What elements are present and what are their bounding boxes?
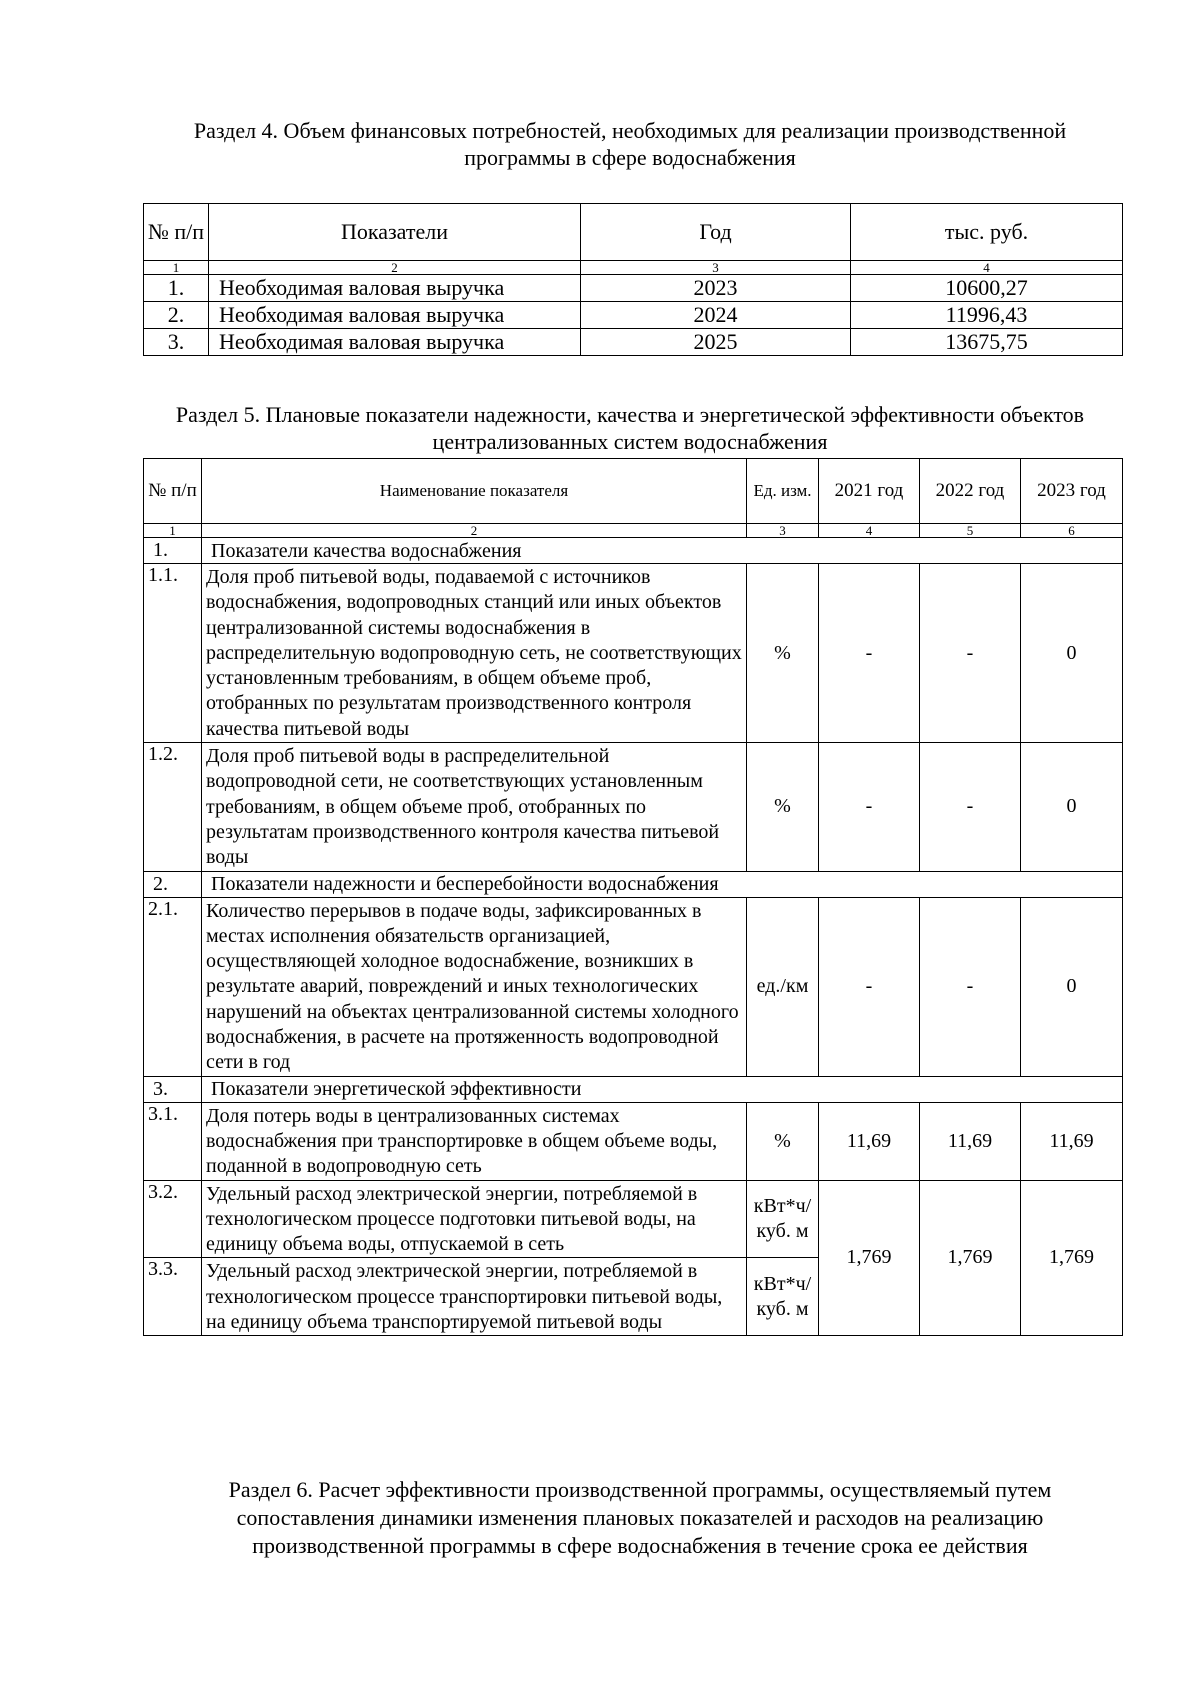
column-number: 5 <box>920 524 1021 538</box>
column-number: 2 <box>202 524 747 538</box>
row-number: 3.2. <box>144 1180 202 1258</box>
header-indicators: Показатели <box>209 204 581 261</box>
section4-title: Раздел 4. Объем финансовых потребностей, необходимых для реализации производственной программы в сфере водоснабжения <box>193 118 1067 170</box>
table-row <box>144 329 1123 356</box>
row-number: 3. <box>144 329 209 356</box>
row-value-2022: - <box>920 897 1021 1076</box>
row-value-2023: 0 <box>1021 897 1123 1076</box>
column-number-row <box>144 261 1123 275</box>
row-indicator-name: Удельный расход электрической энергии, потребляемой в технологическом процессе транспортировки питьевой воды, на единицу объема транспортируемой питьевой воды <box>202 1258 747 1336</box>
column-number: 1 <box>144 261 209 275</box>
row-year: 2023 <box>581 275 851 302</box>
indicators-table <box>143 458 1123 1336</box>
column-number: 1 <box>144 524 202 538</box>
row-value-2022: - <box>920 743 1021 871</box>
row-indicator: Необходимая валовая выручка <box>209 275 581 302</box>
row-year: 2024 <box>581 302 851 329</box>
group-row <box>144 1076 1123 1102</box>
row-value-2021: - <box>819 564 920 743</box>
section6-title: Раздел 6. Расчет эффективности производственной программы, осуществляемый путем сопоставления динамики изменения плановых показателей и расходов на реализацию производственной программы в сфере водоснабжения в течение срока ее действия <box>228 1477 1052 1558</box>
table-row <box>144 1180 1123 1258</box>
financial-needs-table <box>143 203 1123 356</box>
table-header-row <box>144 204 1123 261</box>
header-number: № п/п <box>144 204 209 261</box>
table-row <box>144 1102 1123 1180</box>
group-number: 3. <box>144 1076 202 1102</box>
group-row <box>144 871 1123 897</box>
column-number: 4 <box>819 524 920 538</box>
group-title: Показатели энергетической эффективности <box>202 1076 1123 1102</box>
row-indicator-name: Доля проб питьевой воды, подаваемой с источников водоснабжения, водопроводных станций или иных объектов централизованной системы водоснабжения в распределительную водопроводную сеть, не соответствующих установленным требованиям, в общем объеме проб, отобранных по результатам производственного контроля качества питьевой воды <box>202 564 747 743</box>
section5-title: Раздел 5. Плановые показатели надежности, качества и энергетической эффективности объектов централизованных систем водоснабжения <box>175 402 1085 454</box>
row-value-2022: 11,69 <box>920 1102 1021 1180</box>
group-number: 2. <box>144 871 202 897</box>
row-unit: кВт*ч/куб. м <box>747 1258 819 1336</box>
header-year-2021: 2021 год <box>819 459 920 524</box>
row-value-2021: 11,69 <box>819 1102 920 1180</box>
row-amount: 11996,43 <box>851 302 1123 329</box>
row-number: 2. <box>144 302 209 329</box>
row-unit: % <box>747 1102 819 1180</box>
row-indicator-name: Количество перерывов в подаче воды, зафиксированных в местах исполнения обязательств организацией, осуществляющей холодное водоснабжение, возникших в результате аварий, повреждений и иных технологических нарушений на объектах централизованной системы холодного водоснабжения, в расчете на протяженность водопроводной сети в год <box>202 897 747 1076</box>
table-header-row <box>144 459 1123 524</box>
row-unit: ед./км <box>747 897 819 1076</box>
row-value-2021: - <box>819 897 920 1076</box>
row-number: 2.1. <box>144 897 202 1076</box>
row-number: 1.1. <box>144 564 202 743</box>
row-value-2022: - <box>920 564 1021 743</box>
group-title: Показатели качества водоснабжения <box>202 538 1123 564</box>
row-number: 1. <box>144 275 209 302</box>
column-number: 6 <box>1021 524 1123 538</box>
row-indicator: Необходимая валовая выручка <box>209 329 581 356</box>
column-number: 3 <box>747 524 819 538</box>
row-unit: кВт*ч/куб. м <box>747 1180 819 1258</box>
header-amount: тыс. руб. <box>851 204 1123 261</box>
row-number: 3.1. <box>144 1102 202 1180</box>
row-number: 3.3. <box>144 1258 202 1336</box>
header-unit: Ед. изм. <box>747 459 819 524</box>
column-number: 2 <box>209 261 581 275</box>
row-indicator: Необходимая валовая выручка <box>209 302 581 329</box>
header-year-2023: 2023 год <box>1021 459 1123 524</box>
row-amount: 10600,27 <box>851 275 1123 302</box>
row-unit: % <box>747 743 819 871</box>
column-number-row <box>144 524 1123 538</box>
table-row <box>144 743 1123 871</box>
group-row <box>144 538 1123 564</box>
table-row <box>144 897 1123 1076</box>
header-number: № п/п <box>144 459 202 524</box>
row-indicator-name: Доля потерь воды в централизованных системах водоснабжения при транспортировке в общем объеме воды, поданной в водопроводную сеть <box>202 1102 747 1180</box>
header-year-2022: 2022 год <box>920 459 1021 524</box>
row-value-2023: 0 <box>1021 743 1123 871</box>
column-number: 3 <box>581 261 851 275</box>
row-unit: % <box>747 564 819 743</box>
header-indicator-name: Наименование показателя <box>202 459 747 524</box>
row-value-2021: - <box>819 743 920 871</box>
row-indicator-name: Доля проб питьевой воды в распределительной водопроводной сети, не соответствующих установленным требованиям, в общем объеме проб, отобранных по результатам производственного контроля качества питьевой воды <box>202 743 747 871</box>
header-year: Год <box>581 204 851 261</box>
row-year: 2025 <box>581 329 851 356</box>
row-value-2021: 1,769 <box>819 1180 920 1336</box>
table-row <box>144 275 1123 302</box>
table-row <box>144 564 1123 743</box>
column-number: 4 <box>851 261 1123 275</box>
row-value-2023: 11,69 <box>1021 1102 1123 1180</box>
row-value-2022: 1,769 <box>920 1180 1021 1336</box>
group-number: 1. <box>144 538 202 564</box>
group-title: Показатели надежности и бесперебойности водоснабжения <box>202 871 1123 897</box>
row-amount: 13675,75 <box>851 329 1123 356</box>
row-indicator-name: Удельный расход электрической энергии, потребляемой в технологическом процессе подготовки питьевой воды, на единицу объема воды, отпускаемой в сеть <box>202 1180 747 1258</box>
row-value-2023: 1,769 <box>1021 1180 1123 1336</box>
row-value-2023: 0 <box>1021 564 1123 743</box>
row-number: 1.2. <box>144 743 202 871</box>
table-row <box>144 302 1123 329</box>
